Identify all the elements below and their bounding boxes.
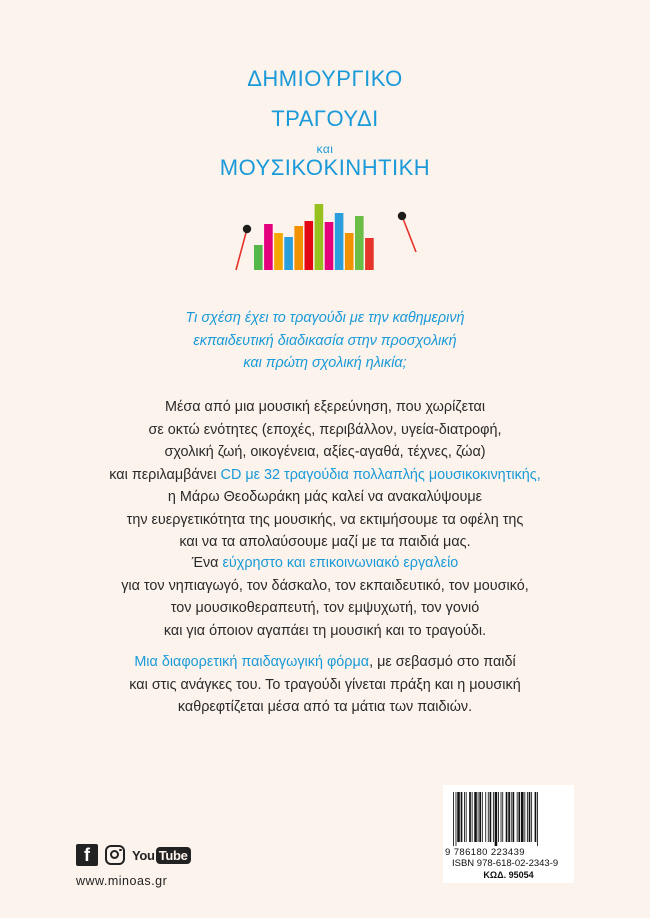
xylophone-illustration — [230, 200, 425, 280]
paragraph-line: και για όποιον αγαπάει τη μουσική και το τραγούδι. — [163, 622, 487, 639]
paragraph-line: και στις ανάγκες του. Το τραγούδι γίνεται πράξη και η μουσική — [129, 676, 521, 693]
barcode-bar — [518, 792, 520, 842]
paragraph-line: Μέσα από μια μουσική εξερεύνηση, που χωρίζεται — [164, 399, 486, 415]
barcode-bar — [501, 792, 502, 842]
barcode-bar — [464, 792, 465, 842]
instagram-icon[interactable] — [105, 845, 125, 865]
barcode-panel — [443, 785, 574, 883]
title-line-1: ΔΗΜΙΟΥΡΓΙΚΟ — [247, 66, 403, 91]
title-line-3: και — [316, 142, 334, 156]
barcode-bar — [524, 792, 525, 842]
barcode-bar — [527, 792, 528, 842]
barcode-bar — [456, 792, 457, 846]
barcode-bar — [474, 792, 477, 842]
left-mallet-stick — [236, 229, 247, 270]
barcode-bar — [511, 792, 512, 842]
facebook-icon[interactable]: f — [76, 844, 98, 866]
barcode-digits: 9 786180 223439 — [445, 847, 525, 858]
barcode-bar — [485, 792, 486, 842]
barcode-bar — [502, 792, 503, 842]
xylophone-bar — [335, 213, 344, 270]
paragraph-line: και να τα απολαύσουμε μαζί με τα παιδιά μας. — [179, 534, 471, 550]
tool-highlight: εύχρηστο και επικοινωνιακό εργαλείο — [222, 555, 459, 571]
intro-question — [60, 307, 590, 375]
paragraph-3 — [60, 651, 590, 719]
barcode-bar — [461, 792, 463, 842]
social-icons — [76, 844, 191, 866]
youtube-you-text: You — [132, 847, 155, 863]
xylophone-bar — [345, 233, 354, 270]
xylophone-bar — [365, 238, 374, 270]
xylophone-bar — [325, 222, 334, 270]
barcode-bar — [537, 792, 538, 846]
xylophone-bar — [274, 233, 283, 270]
paragraph-line — [60, 464, 590, 487]
form-highlight: Μια διαφορετική παιδαγωγική φόρμα — [134, 654, 370, 670]
xylophone-bar — [315, 204, 324, 270]
xylophone-bar — [305, 221, 314, 270]
paragraph-line — [60, 552, 590, 575]
barcode-bar — [469, 792, 471, 842]
barcode-bar — [472, 792, 473, 842]
paragraph-line: καθρεφτίζεται μέσα από τα μάτια των παιδιών. — [177, 699, 473, 715]
barcode-bar — [466, 792, 467, 842]
barcode-bar — [488, 792, 489, 842]
product-code: ΚΩΔ. 95054 — [483, 870, 534, 880]
paragraph-line: σχολική ζωή, οικογένεια, αξίες-αγαθά, τέχνες, ζώα) — [164, 444, 486, 460]
barcode-bar — [495, 792, 498, 846]
intro-line: εκπαιδευτική διαδικασία στην προσχολική — [193, 332, 457, 349]
paragraph-line — [60, 651, 590, 674]
paragraph-line: τον μουσικοθεραπευτή, τον εμψυχωτή, τον γονιό — [170, 600, 480, 616]
right-mallet-stick — [402, 216, 416, 252]
paragraph-line: την ευεργετικότητα της μουσικής, να εκτιμήσουμε τα οφέλη της — [126, 511, 524, 528]
barcode-bar — [513, 792, 515, 842]
intro-line: και πρώτη σχολική ηλικία; — [243, 355, 407, 371]
barcode-bar — [506, 792, 508, 842]
cd-highlight: CD με 32 τραγούδια πολλαπλής μουσικοκινητικής, — [220, 466, 541, 483]
barcode-bar — [508, 792, 510, 842]
barcode-bar — [529, 792, 531, 842]
barcode-bar — [498, 792, 499, 842]
barcode-bar — [478, 792, 479, 842]
barcode-bars — [451, 792, 568, 846]
xylophone-bar — [355, 216, 364, 270]
intro-line: Τι σχέση έχει το τραγούδι με την καθημερινή — [185, 310, 465, 326]
website-link[interactable]: www.minoas.gr — [76, 874, 168, 888]
xylophone-bar — [284, 237, 293, 270]
barcode-bar — [482, 792, 483, 842]
paragraph-text: , με σεβασμό στο παιδί — [369, 654, 516, 670]
barcode-bar — [517, 792, 518, 842]
barcode-bar — [479, 792, 481, 842]
paragraph-line: για τον νηπιαγωγό, τον δάσκαλο, τον εκπαιδευτικό, τον μουσικό, — [121, 577, 529, 594]
paragraph-2 — [60, 552, 590, 642]
paragraph-text: Ένα — [191, 555, 223, 571]
barcode-bar — [453, 792, 454, 846]
youtube-tube-text: Tube — [156, 847, 191, 864]
title-line-4: ΜΟΥΣΙΚΟΚΙΝΗΤΙΚΗ — [219, 155, 431, 180]
barcode-bar — [521, 792, 524, 842]
xylophone-bar — [294, 226, 303, 270]
xylophone-bar — [264, 224, 273, 270]
right-mallet-head — [398, 212, 406, 220]
barcode-bar — [457, 792, 460, 842]
left-mallet-head — [243, 225, 251, 233]
barcode-bar — [531, 792, 532, 842]
paragraph-1 — [60, 396, 590, 554]
isbn-text: ISBN 978-618-02-2343-9 — [452, 858, 559, 869]
barcode-bar — [490, 792, 492, 842]
paragraph-line: σε οκτώ ενότητες (εποχές, περιβάλλον, υγεία-διατροφή, — [148, 421, 502, 438]
title-line-2: ΤΡΑΓΟΥΔΙ — [271, 106, 379, 131]
barcode-bar — [493, 792, 494, 842]
barcode-bar — [535, 792, 537, 842]
paragraph-line: η Μάρω Θεοδωράκη μάς καλεί να ανακαλύψουμε — [167, 489, 483, 505]
xylophone-bar — [254, 245, 263, 270]
paragraph-text: και περιλαμβάνει — [109, 466, 221, 483]
youtube-icon[interactable] — [132, 844, 191, 866]
